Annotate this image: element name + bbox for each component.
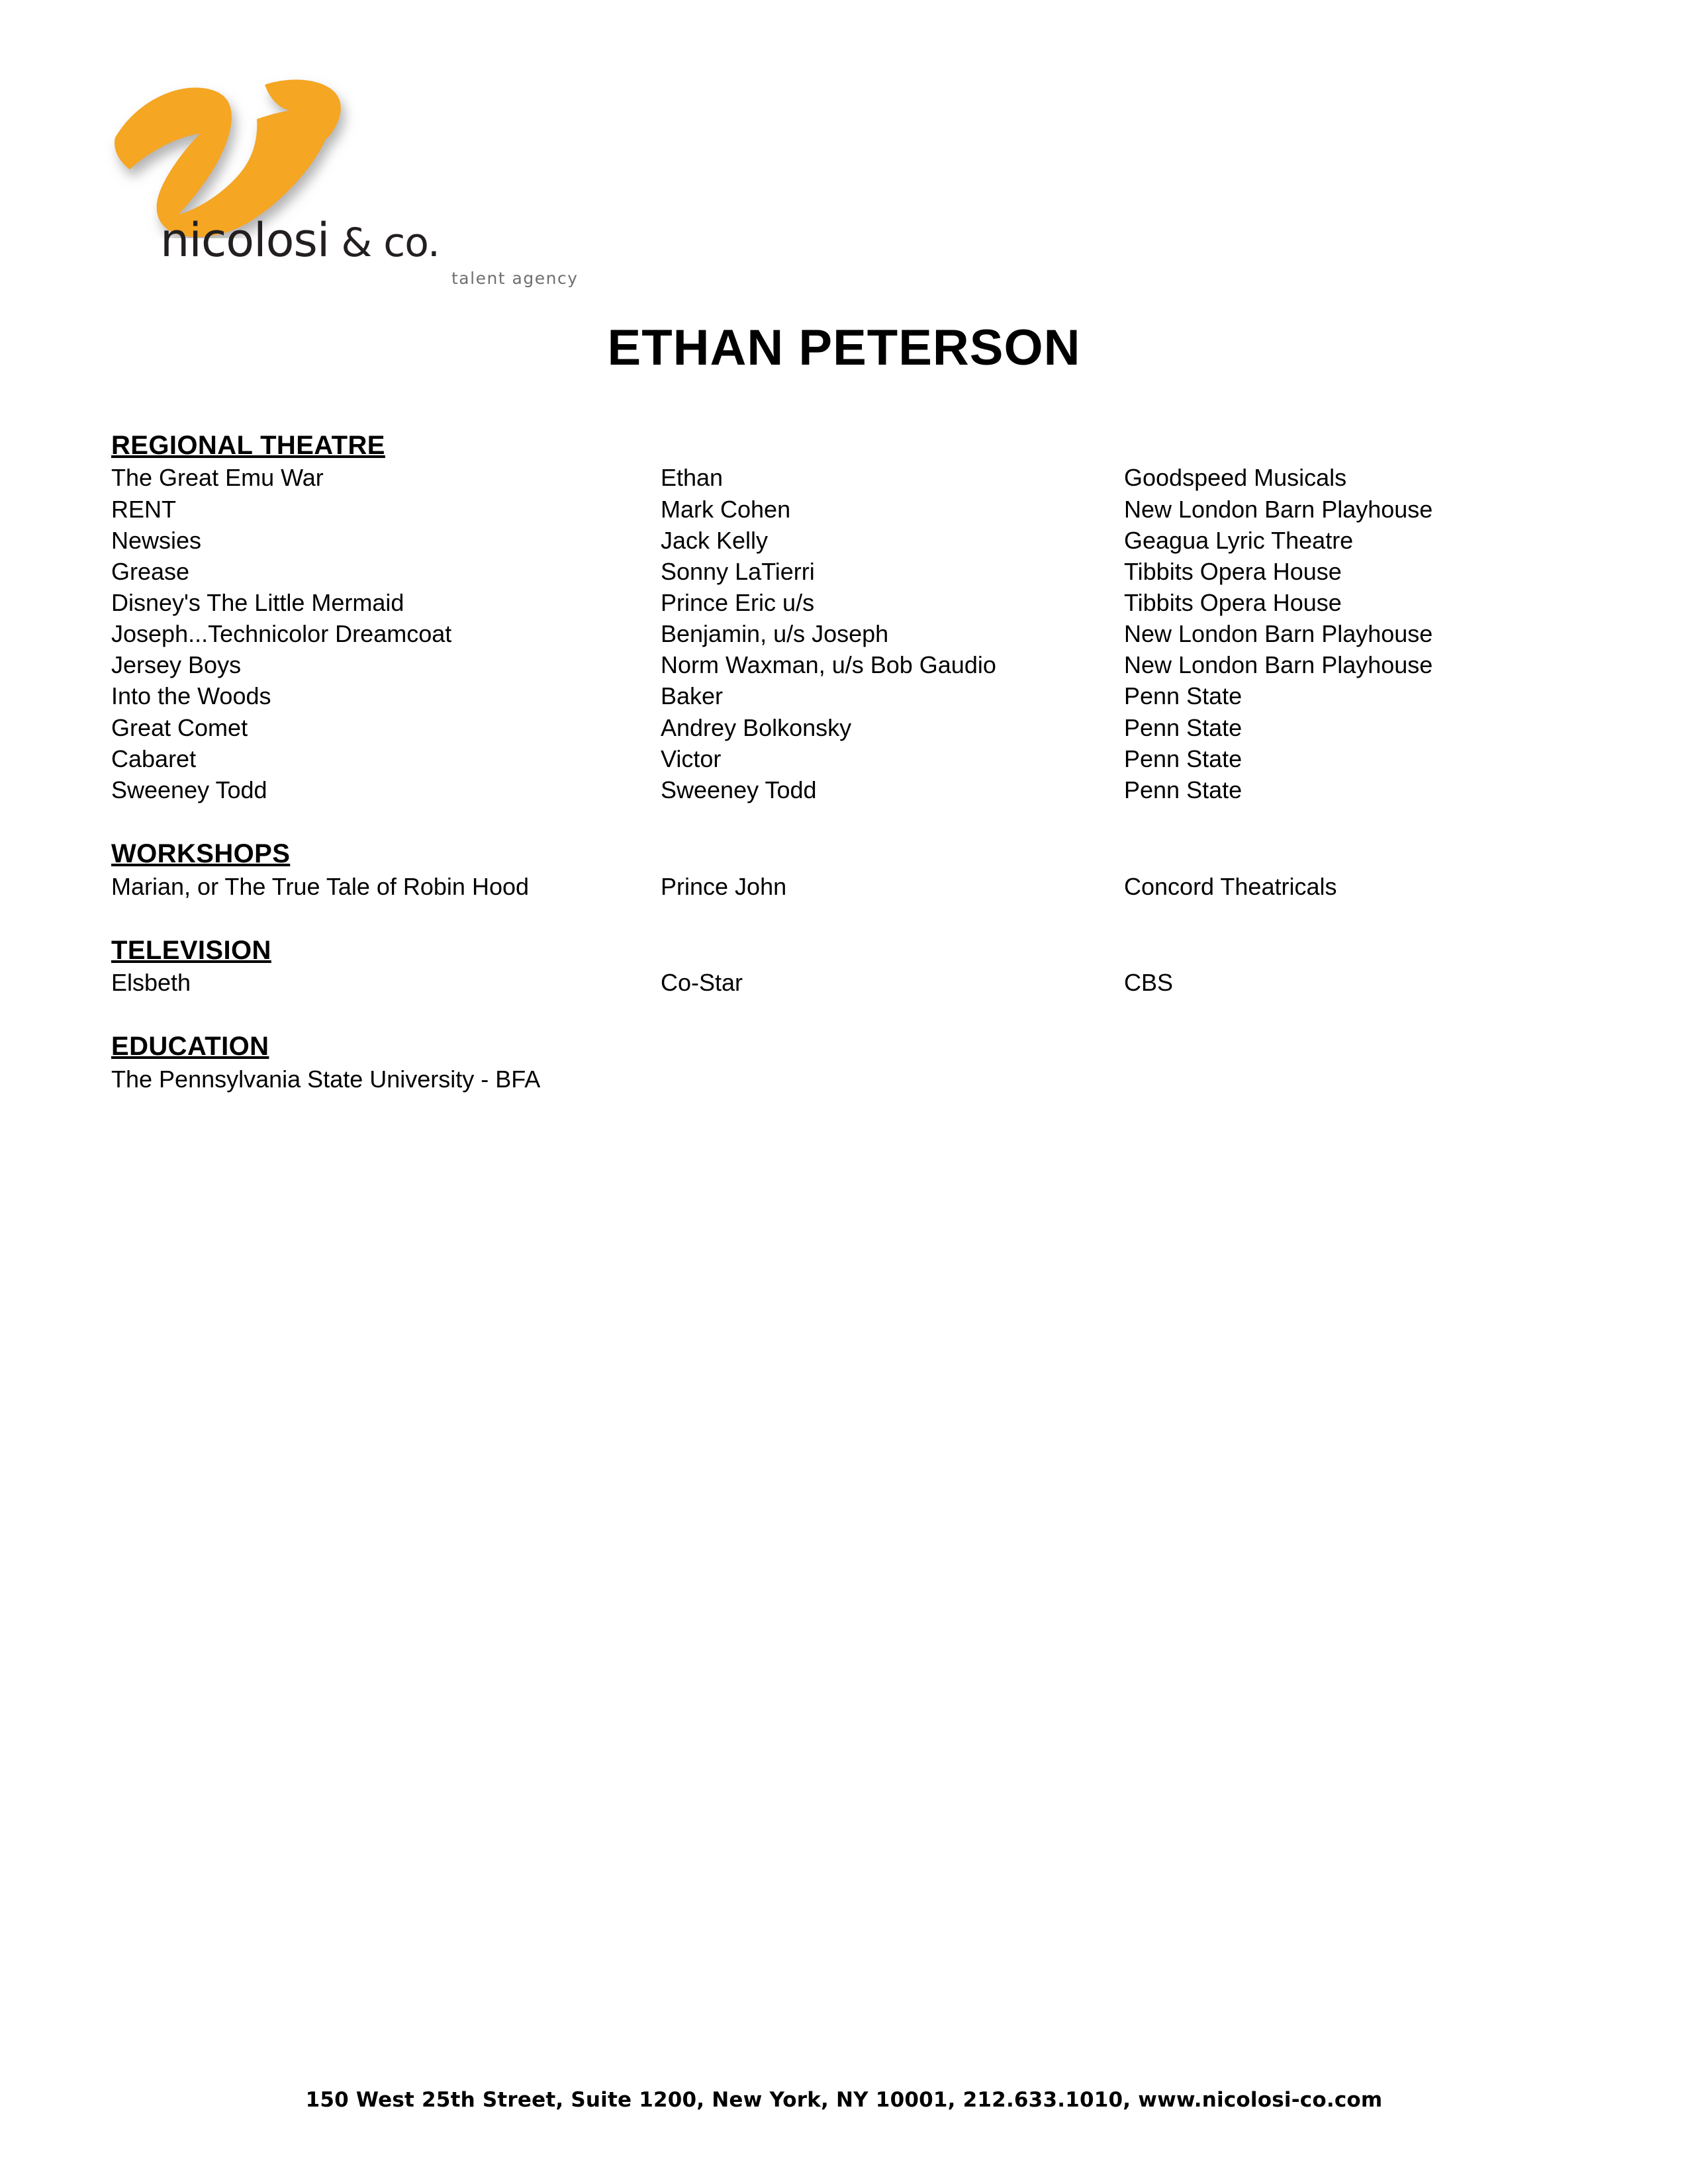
- table-row: [111, 743, 1587, 774]
- credit-show: Disney's The Little Mermaid: [111, 589, 404, 617]
- section-spacer: [111, 902, 1587, 935]
- table-row: [111, 462, 1587, 493]
- credit-role: Ethan: [661, 464, 724, 492]
- credit-venue: Penn State: [1124, 745, 1243, 772]
- credit-venue: Penn State: [1124, 682, 1243, 710]
- resume-body: [111, 430, 1587, 1095]
- credit-role: Victor: [661, 745, 722, 772]
- table-row: [111, 556, 1587, 587]
- section-heading-television: TELEVISION: [111, 935, 271, 965]
- page-title: ETHAN PETERSON: [607, 320, 1081, 376]
- credit-venue: Geagua Lyric Theatre: [1124, 526, 1354, 554]
- credit-venue: Goodspeed Musicals: [1124, 464, 1347, 492]
- credit-show: Into the Woods: [111, 682, 271, 710]
- credit-venue: Concord Theatricals: [1124, 872, 1337, 900]
- table-row: [111, 967, 1587, 998]
- table-row: [111, 525, 1587, 556]
- credit-role: Andrey Bolkonsky: [661, 713, 852, 741]
- credit-show: Jersey Boys: [111, 651, 242, 679]
- credit-role: Jack Kelly: [661, 526, 769, 554]
- table-row: [111, 680, 1587, 711]
- credit-role: Norm Waxman, u/s Bob Gaudio: [661, 651, 996, 679]
- table-row: [111, 587, 1587, 618]
- table-row: [111, 649, 1587, 680]
- credit-show: Cabaret: [111, 745, 197, 772]
- credit-role: Baker: [661, 682, 724, 710]
- credit-venue: CBS: [1124, 969, 1174, 997]
- education-line: The Pennsylvania State University - BFA: [111, 1065, 541, 1093]
- credit-role: Benjamin, u/s Joseph: [661, 620, 889, 648]
- credit-venue: Tibbits Opera House: [1124, 589, 1342, 617]
- section-spacer: [111, 805, 1587, 839]
- section-heading-education: EDUCATION: [111, 1032, 269, 1062]
- table-row: [111, 774, 1587, 805]
- section-heading-workshops: WORKSHOPS: [111, 839, 291, 869]
- credit-venue: Penn State: [1124, 713, 1243, 741]
- credit-role: Prince John: [661, 872, 787, 900]
- table-row: [111, 618, 1587, 649]
- credit-show: The Great Emu War: [111, 464, 324, 492]
- credit-role: Sonny LaTierri: [661, 557, 815, 585]
- credit-show: Sweeney Todd: [111, 776, 267, 803]
- credit-role: Co-Star: [661, 969, 743, 997]
- table-row: [111, 494, 1587, 525]
- credit-show: Grease: [111, 557, 190, 585]
- credit-show: Elsbeth: [111, 969, 191, 997]
- credit-role: Mark Cohen: [661, 495, 791, 523]
- logo-tagline: talent agency: [451, 269, 579, 288]
- credit-role: Prince Eric u/s: [661, 589, 815, 617]
- credit-role: Sweeney Todd: [661, 776, 817, 803]
- section-heading-regional-theatre: REGIONAL THEATRE: [111, 431, 385, 460]
- logo-wordmark: [160, 213, 440, 267]
- table-row: [111, 871, 1587, 902]
- logo-wordmark-amp: & co.: [329, 220, 440, 266]
- agency-contact-footer: 150 West 25th Street, Suite 1200, New York, NY 10001, 212.633.1010, www.nicolosi-co.com: [305, 2088, 1383, 2112]
- credit-venue: Tibbits Opera House: [1124, 557, 1342, 585]
- credit-show: RENT: [111, 495, 176, 523]
- credit-venue: New London Barn Playhouse: [1124, 651, 1433, 679]
- table-row: [111, 712, 1587, 743]
- credit-show: Great Comet: [111, 713, 248, 741]
- credit-show: Marian, or The True Tale of Robin Hood: [111, 872, 530, 900]
- credit-venue: New London Barn Playhouse: [1124, 495, 1433, 523]
- credit-venue: Penn State: [1124, 776, 1243, 803]
- credit-venue: New London Barn Playhouse: [1124, 620, 1433, 648]
- credit-show: Joseph...Technicolor Dreamcoat: [111, 620, 452, 648]
- logo-wordmark-main: nicolosi: [160, 213, 330, 267]
- agency-logo: [99, 73, 579, 288]
- section-spacer: [111, 998, 1587, 1031]
- credit-show: Newsies: [111, 526, 202, 554]
